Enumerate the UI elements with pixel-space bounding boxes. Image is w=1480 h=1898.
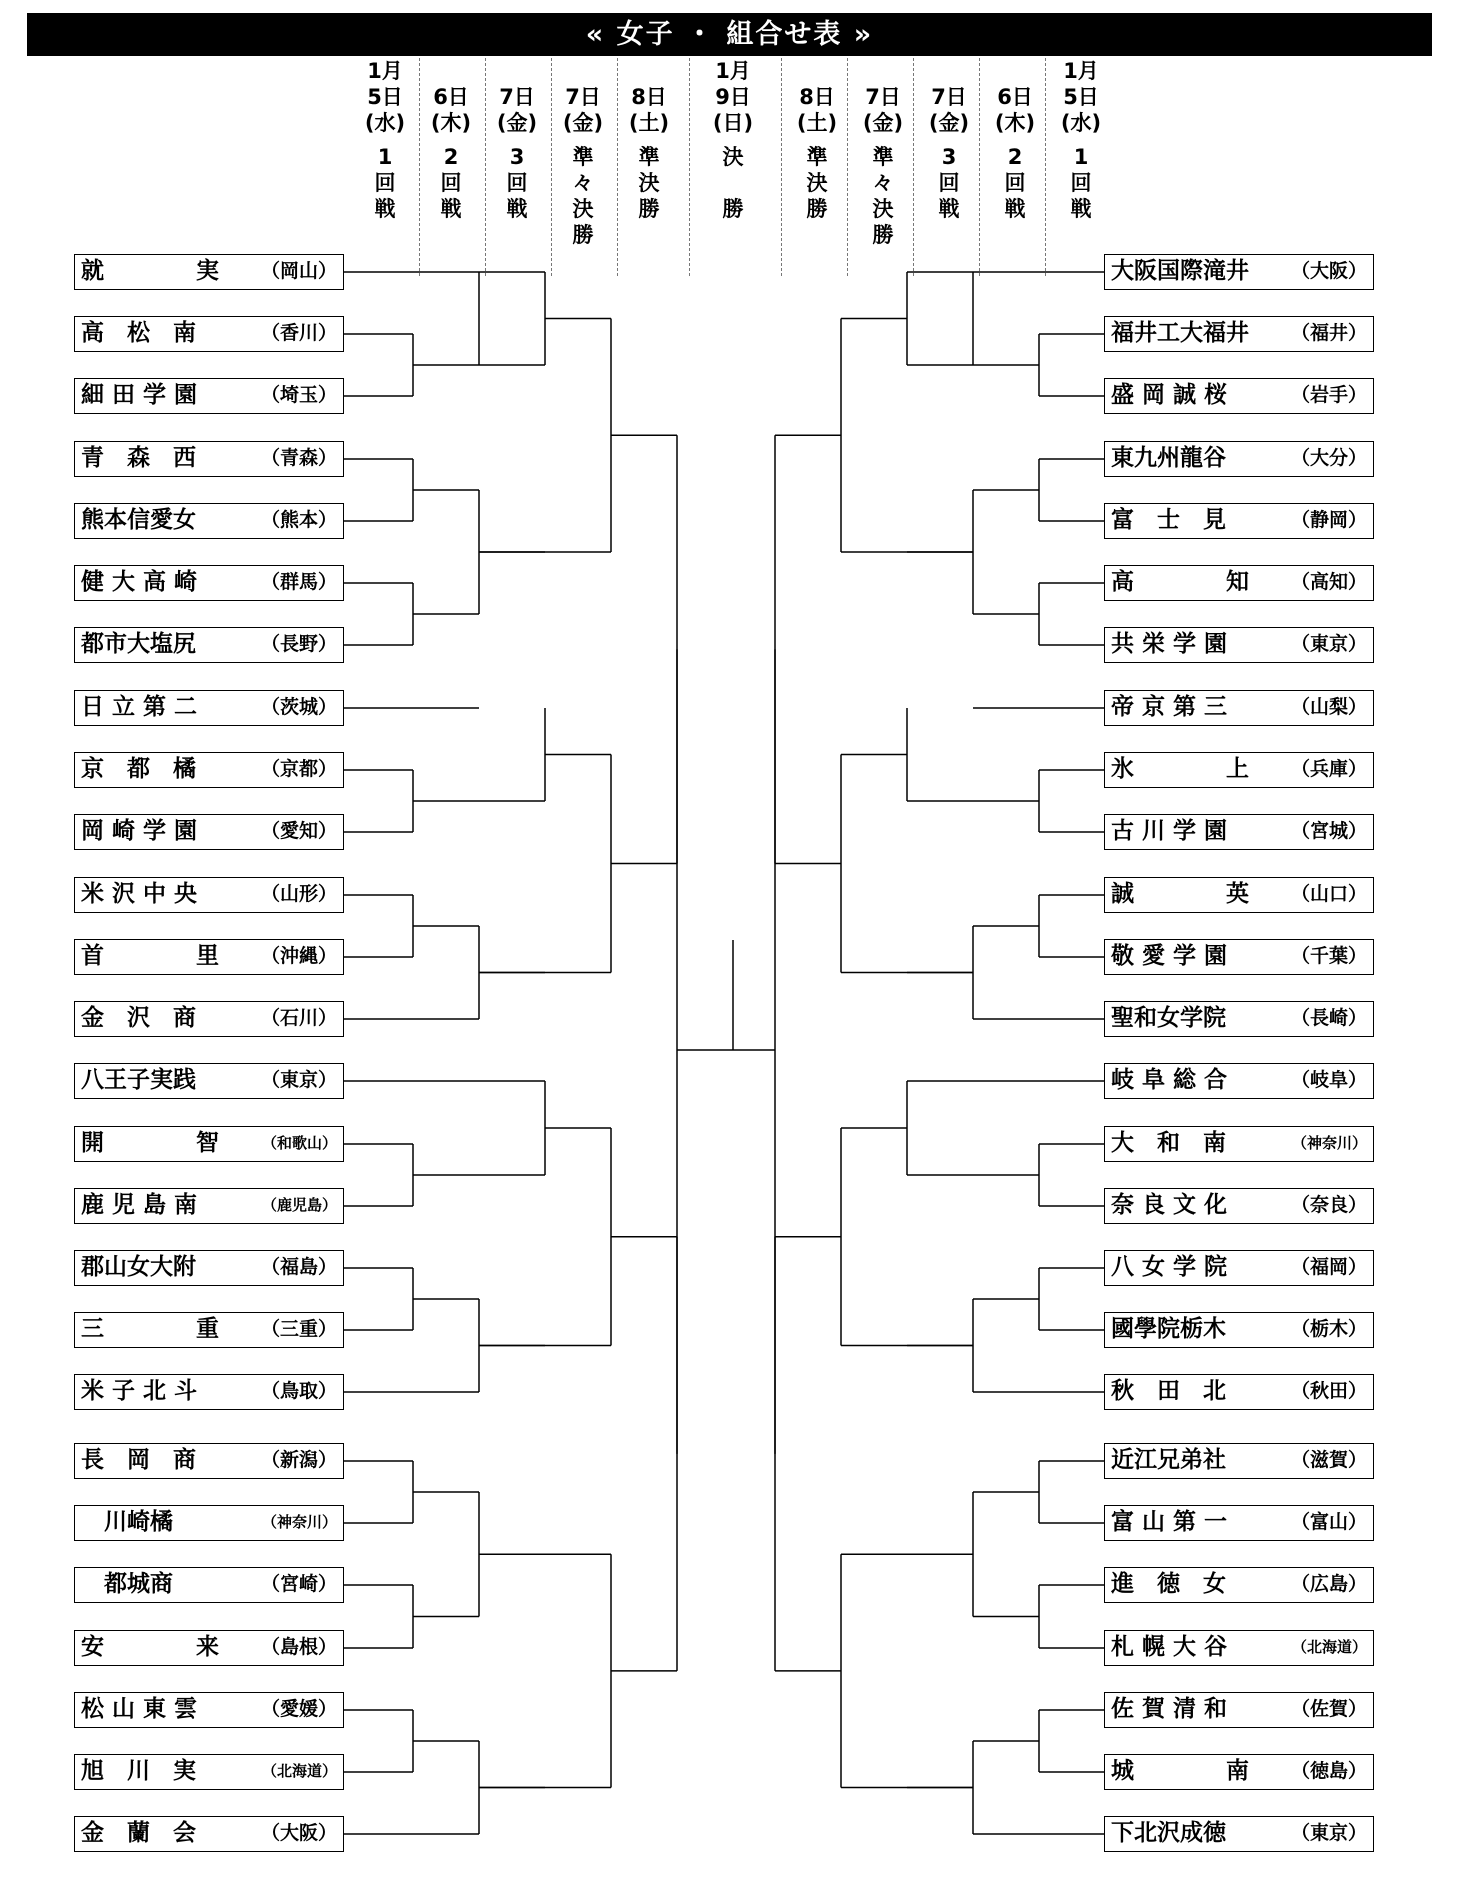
round-date: 8日 (土) [628,85,670,135]
team-prefecture: （岐阜） [1290,1069,1367,1091]
team-name: 郡山女大附 [81,1254,196,1280]
team-name: 奈 良 文 化 [1111,1192,1228,1218]
team-prefecture: （和歌山） [261,1134,337,1152]
team-name: 大 和 南 [1111,1130,1226,1156]
team-prefecture: （三重） [260,1318,337,1340]
team-name: 秋 田 北 [1111,1378,1226,1404]
round-name: 3 回 戦 [938,145,960,221]
team-name: 福井工大福井 [1111,320,1249,346]
round-name: 1 回 戦 [1070,145,1092,221]
team-prefecture: （神奈川） [261,1513,337,1531]
team-name: 健 大 高 崎 [81,569,198,595]
team-name: 旭 川 実 [81,1758,196,1784]
team-prefecture: （奈良） [1290,1194,1367,1216]
team-prefecture: （京都） [260,758,337,780]
team-name: 富 士 見 [1111,507,1226,533]
team-name: 鹿 児 島 南 [81,1192,198,1218]
team-prefecture: （愛媛） [260,1698,337,1720]
team-name: 城 南 [1111,1758,1249,1784]
round-date: 6日 (木) [430,85,472,135]
team-prefecture: （青森） [260,447,337,469]
team-prefecture: （埼玉） [260,384,337,406]
team-prefecture: （沖縄） [260,945,337,967]
team-prefecture: （佐賀） [1290,1698,1367,1720]
team-name: 都市大塩尻 [81,631,196,657]
team-prefecture: （兵庫） [1290,758,1367,780]
team-name: 三 重 [81,1316,219,1342]
team-prefecture: （神奈川） [1291,1134,1367,1152]
team-name: 熊本信愛女 [81,507,196,533]
round-name: 1 回 戦 [374,145,396,221]
round-date: 7日 (金) [928,85,970,135]
round-date: 8日 (土) [796,85,838,135]
team-name: 近江兄弟社 [1111,1447,1226,1473]
team-prefecture: （愛知） [260,820,337,842]
team-prefecture: （宮崎） [260,1573,337,1595]
team-name: 高 松 南 [81,320,196,346]
team-prefecture: （群馬） [260,571,337,593]
team-name: 古 川 学 園 [1111,818,1228,844]
team-prefecture: （鳥取） [260,1380,337,1402]
team-name: 金 蘭 会 [81,1820,196,1846]
team-name: 松 山 東 雲 [81,1696,198,1722]
team-prefecture: （石川） [260,1007,337,1029]
round-date: 6日 (木) [994,85,1036,135]
team-name: 下北沢成徳 [1111,1820,1226,1846]
team-name: 札 幌 大 谷 [1111,1634,1228,1660]
team-prefecture: （山形） [260,883,337,905]
round-name: 準 決 勝 [638,145,660,221]
round-name: 3 回 戦 [506,145,528,221]
team-prefecture: （福島） [260,1256,337,1278]
team-name: 高 知 [1111,569,1249,595]
team-name: 大阪国際滝井 [1111,258,1249,284]
team-prefecture: （山口） [1290,883,1367,905]
team-prefecture: （香川） [260,322,337,344]
team-prefecture: （茨城） [260,696,337,718]
team-name: 京 都 橘 [81,756,196,782]
round-date: 7日 (金) [562,85,604,135]
round-date: 7日 (金) [862,85,904,135]
team-name: 細 田 学 園 [81,382,198,408]
team-prefecture: （滋賀） [1290,1449,1367,1471]
team-name: 敬 愛 学 園 [1111,943,1228,969]
team-name: 共 栄 学 園 [1111,631,1228,657]
team-name: 帝 京 第 三 [1111,694,1228,720]
round-date: 7日 (金) [496,85,538,135]
round-name: 準 決 勝 [806,145,828,221]
round-date: 1月 5日 (水) [1060,59,1102,135]
team-prefecture: （鹿児島） [261,1196,337,1214]
round-date: 1月 9日 (日) [712,59,754,135]
team-name: 米 子 北 斗 [81,1378,198,1404]
team-name: 聖和女学院 [1111,1005,1226,1031]
team-prefecture: （北海道） [1291,1638,1367,1656]
team-prefecture: （新潟） [260,1449,337,1471]
team-name: 八 女 学 院 [1111,1254,1228,1280]
team-prefecture: （東京） [1290,1822,1367,1844]
team-prefecture: （岡山） [260,260,337,282]
team-name: 日 立 第 二 [81,694,198,720]
team-prefecture: （広島） [1290,1573,1367,1595]
team-prefecture: （大阪） [1290,260,1367,282]
team-prefecture: （静岡） [1290,509,1367,531]
team-prefecture: （福井） [1290,322,1367,344]
team-name: 國學院栃木 [1111,1316,1226,1342]
team-name: 岐 阜 総 合 [1111,1067,1228,1093]
team-prefecture: （山梨） [1290,696,1367,718]
team-prefecture: （徳島） [1290,1760,1367,1782]
team-name: 盛 岡 誠 桜 [1111,382,1228,408]
team-name: 進 徳 女 [1111,1571,1226,1597]
team-name: 青 森 西 [81,445,196,471]
team-prefecture: （富山） [1290,1511,1367,1533]
team-name: 開 智 [81,1130,219,1156]
team-prefecture: （秋田） [1290,1380,1367,1402]
team-name: 就 実 [81,258,219,284]
team-name: 東九州龍谷 [1111,445,1226,471]
team-name: 佐 賀 清 和 [1111,1696,1228,1722]
team-prefecture: （長崎） [1290,1007,1367,1029]
round-name: 準 々 決 勝 [872,145,894,247]
team-name: 米 沢 中 央 [81,881,198,907]
round-name: 2 回 戦 [1004,145,1026,221]
round-name: 2 回 戦 [440,145,462,221]
team-prefecture: （北海道） [261,1762,337,1780]
team-prefecture: （東京） [1290,633,1367,655]
team-name: 富 山 第 一 [1111,1509,1228,1535]
team-prefecture: （島根） [260,1636,337,1658]
team-name: 金 沢 商 [81,1005,196,1031]
team-prefecture: （栃木） [1290,1318,1367,1340]
page-title: « 女子 ・ 組合せ表 » [27,13,1432,56]
team-name: 八王子実践 [81,1067,196,1093]
team-name: 都城商 [81,1571,173,1597]
team-name: 誠 英 [1111,881,1249,907]
team-prefecture: （大阪） [260,1822,337,1844]
team-prefecture: （宮城） [1290,820,1367,842]
round-name: 準 々 決 勝 [572,145,594,247]
team-prefecture: （千葉） [1290,945,1367,967]
team-name: 氷 上 [1111,756,1249,782]
team-prefecture: （福岡） [1290,1256,1367,1278]
team-prefecture: （高知） [1290,571,1367,593]
team-name: 首 里 [81,943,219,969]
team-name: 川崎橘 [81,1509,173,1535]
round-date: 1月 5日 (水) [364,59,406,135]
team-prefecture: （大分） [1290,447,1367,469]
round-name: 決 勝 [722,145,744,221]
team-prefecture: （岩手） [1290,384,1367,406]
team-prefecture: （熊本） [260,509,337,531]
team-name: 岡 崎 学 園 [81,818,198,844]
team-name: 安 来 [81,1634,219,1660]
team-name: 長 岡 商 [81,1447,196,1473]
team-prefecture: （東京） [260,1069,337,1091]
team-prefecture: （長野） [260,633,337,655]
